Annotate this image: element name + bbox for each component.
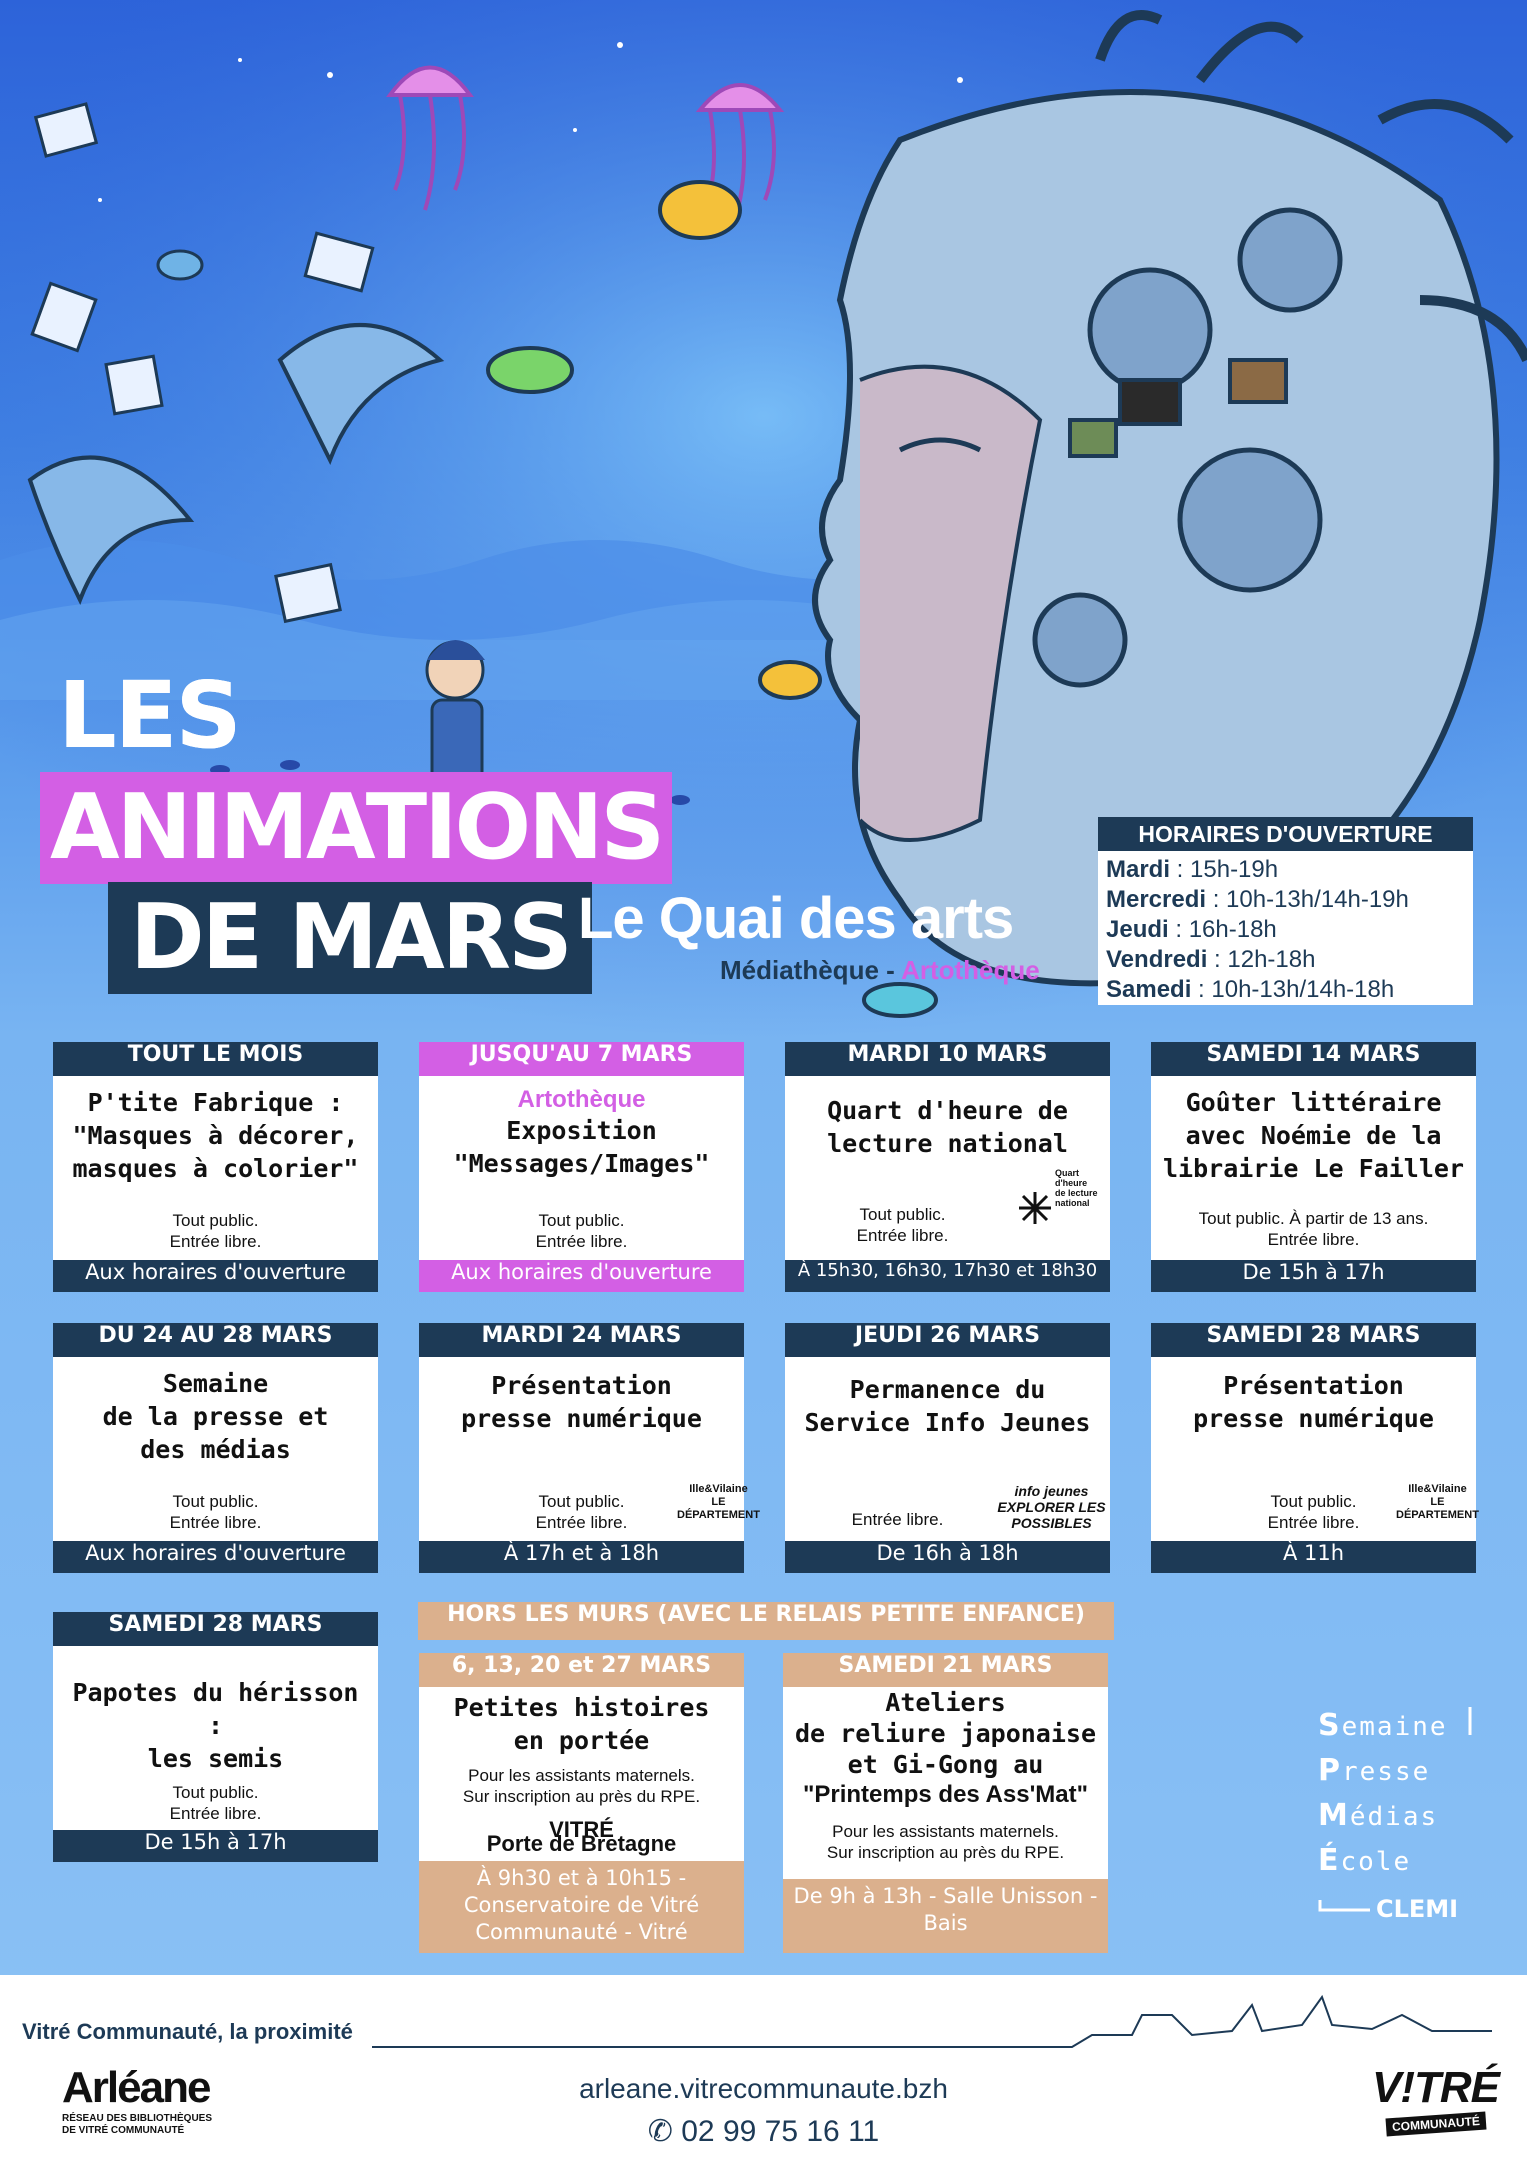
quart-dheure-logo: Quart d'heure de lecture national — [1055, 1168, 1098, 1208]
vitre-tag: COMMUNAUTÉ — [1385, 2112, 1486, 2137]
hours-time: : 12h-18h — [1207, 946, 1316, 973]
event-date: SAMEDI 28 MARS — [53, 1612, 378, 1646]
event-card-du-24-au-28-mars — [53, 1323, 378, 1573]
event-info: Tout public. Entrée libre. — [535, 1492, 628, 1532]
vitre-porte-de-bretagne-logo: VITRÉ Porte de Bretagne — [486, 1817, 677, 1856]
spme-initial: M — [1318, 1798, 1350, 1833]
event-title-continued: "Printemps des Ass'Mat" — [803, 1781, 1088, 1808]
event-title: Présentation presse numérique — [1193, 1371, 1434, 1433]
opening-hours — [1098, 817, 1473, 1005]
event-time: Aux horaires d'ouverture — [53, 1260, 378, 1292]
fish — [158, 251, 202, 279]
event-date: TOUT LE MOIS — [53, 1042, 378, 1076]
phone-number[interactable] — [0, 2114, 1527, 2149]
hours-time: : 10h-13h/14h-18h — [1191, 976, 1395, 1003]
footer-slogan: Vitré Communauté, la proximité — [22, 2019, 353, 2044]
subtitle-separator: - — [878, 955, 902, 985]
event-card-samedi-14-mars — [1151, 1042, 1476, 1292]
title-animations: ANIMATIONS — [40, 772, 672, 884]
event-title: P'tite Fabrique : "Masques à décorer, masques à colorier" — [72, 1088, 359, 1183]
website-link[interactable]: arleane.vitrecommunaute.bzh — [579, 2073, 948, 2104]
clemi-label: CLEMI — [1376, 1895, 1459, 1923]
hours-row — [1106, 855, 1465, 885]
spme-rest: emaine — [1341, 1712, 1448, 1742]
event-card-mardi-10-mars — [785, 1042, 1110, 1292]
spme-rest: resse — [1342, 1757, 1431, 1787]
event-date: JEUDI 26 MARS — [785, 1323, 1110, 1357]
hours-time: : 15h-19h — [1170, 856, 1279, 883]
event-card-jusquau-7-mars — [419, 1042, 744, 1292]
event-time: À 9h30 et à 10h15 - Conservatoire de Vitré Communauté - Vitré — [419, 1861, 744, 1953]
footer — [0, 1975, 1527, 2160]
ille-et-vilaine-logo: Ille&Vilaine LE DÉPARTEMENT — [1396, 1483, 1479, 1521]
event-time: À 11h — [1151, 1541, 1476, 1573]
event-info: Tout public. Entrée libre. — [535, 1211, 628, 1251]
event-date: JUSQU'AU 7 MARS — [419, 1042, 744, 1076]
arleane-tagline: RÉSEAU DES BIBLIOTHÈQUES DE VITRÉ COMMUNAUTÉ — [62, 2113, 213, 2136]
hours-day: Jeudi — [1106, 916, 1169, 943]
phone-icon: ✆ — [647, 2115, 673, 2148]
event-card-samedi-28-mars-herisson — [53, 1612, 378, 1862]
ille-et-vilaine-logo: Ille&Vilaine LE DÉPARTEMENT — [677, 1483, 760, 1521]
event-info: Tout public. Entrée libre. — [1267, 1492, 1360, 1532]
event-card-petites-histoires — [419, 1653, 744, 1953]
event-time: De 16h à 18h — [785, 1541, 1110, 1573]
opening-hours-list — [1098, 851, 1473, 1009]
event-title: Ateliers de reliure japonaise et Gi-Gong au — [794, 1688, 1097, 1779]
event-title: Quart d'heure de lecture national — [827, 1096, 1068, 1158]
hours-day: Mardi — [1106, 856, 1171, 883]
venue-name: Le Quai des arts — [578, 886, 1014, 951]
event-title: Goûter littéraire avec Noémie de la librairie Le Failler — [1162, 1088, 1465, 1183]
event-time: À 15h30, 16h30, 17h30 et 18h30 — [785, 1260, 1110, 1292]
event-card-ateliers-reliure — [783, 1653, 1108, 1953]
spme-frame — [1318, 1705, 1478, 1925]
event-time: De 9h à 13h - Salle Unisson - Bais — [783, 1879, 1108, 1953]
event-info: Tout public. À partir de 13 ans. Entrée libre. — [1198, 1209, 1429, 1249]
spme-initial: P — [1318, 1753, 1342, 1788]
event-date: SAMEDI 28 MARS — [1151, 1323, 1476, 1357]
event-title: Exposition "Messages/Images" — [453, 1116, 710, 1178]
event-date: SAMEDI 21 MARS — [783, 1653, 1108, 1687]
spme-rest: édias — [1349, 1802, 1439, 1832]
event-card-mardi-24-mars — [419, 1323, 760, 1573]
event-card-jeudi-26-mars — [785, 1323, 1110, 1573]
fish — [864, 984, 936, 1016]
spme-initial: S — [1318, 1708, 1342, 1743]
event-info: Tout public. Entrée libre. — [856, 1205, 949, 1245]
event-time: De 15h à 17h — [53, 1830, 378, 1862]
sunburst-icon — [1017, 1190, 1053, 1226]
hours-row — [1106, 885, 1465, 915]
subtitle-artotheque: Artothèque — [901, 955, 1040, 985]
event-time: De 15h à 17h — [1151, 1260, 1476, 1292]
subtitle-mediatheque: Médiathèque — [720, 955, 879, 985]
event-title: Semaine de la presse et des médias — [102, 1369, 329, 1464]
event-time: Aux horaires d'ouverture — [419, 1260, 744, 1292]
hours-row — [1106, 945, 1465, 975]
event-info: Pour les assistants maternels. Sur inscription au près du RPE. — [462, 1766, 701, 1806]
event-title: Permanence du Service Info Jeunes — [804, 1375, 1091, 1437]
title-les: LES — [58, 662, 240, 769]
event-date: SAMEDI 14 MARS — [1151, 1042, 1476, 1076]
spme-rest: cole — [1340, 1847, 1412, 1877]
event-tag: Artothèque — [517, 1086, 646, 1113]
hors-les-murs-heading: HORS LES MURS (AVEC LE RELAIS PETITE ENFANCE) — [418, 1602, 1114, 1640]
event-title: Petites histoires en portée — [453, 1693, 710, 1755]
hours-row — [1106, 975, 1465, 1005]
event-date: 6, 13, 20 et 27 MARS — [419, 1653, 744, 1687]
event-time: Aux horaires d'ouverture — [53, 1541, 378, 1573]
arleane-name: Arléane — [62, 2063, 210, 2112]
hours-day: Mercredi — [1106, 886, 1207, 913]
fish — [488, 348, 572, 392]
phone-text: 02 99 75 16 11 — [681, 2115, 880, 2148]
event-title: Papotes du hérisson : les semis — [72, 1678, 359, 1773]
event-time: À 17h et à 18h — [419, 1541, 744, 1573]
vitre-name: V!TRÉ — [1372, 2063, 1499, 2112]
spme-initial: É — [1318, 1843, 1341, 1878]
hours-day: Samedi — [1106, 976, 1192, 1003]
semaine-presse-logo — [1318, 1705, 1478, 1925]
event-info: Tout public. Entrée libre. — [169, 1492, 262, 1532]
event-date: DU 24 AU 28 MARS — [53, 1323, 378, 1357]
event-date: MARDI 24 MARS — [419, 1323, 744, 1357]
info-jeunes-logo: info jeunes EXPLORER LES POSSIBLES — [997, 1483, 1106, 1531]
event-title: Présentation presse numérique — [461, 1371, 702, 1433]
opening-hours-heading: HORAIRES D'OUVERTURE — [1098, 817, 1473, 851]
event-date: MARDI 10 MARS — [785, 1042, 1110, 1076]
event-card-samedi-28-mars-presse — [1151, 1323, 1479, 1573]
event-card-tout-le-mois — [53, 1042, 378, 1292]
skyline-line — [372, 1985, 1492, 2049]
hours-time: : 10h-13h/14h-19h — [1206, 886, 1409, 913]
venue-subtitle — [720, 955, 1040, 986]
title-de-mars: DE MARS — [108, 882, 592, 994]
hours-row — [1106, 915, 1465, 945]
event-info: Tout public. Entrée libre. — [169, 1211, 262, 1251]
event-info: Entrée libre. — [851, 1510, 944, 1529]
hours-day: Vendredi — [1106, 946, 1208, 973]
vitre-communaute-logo — [1372, 2063, 1499, 2133]
event-info: Pour les assistants maternels. Sur inscription au près du RPE. — [826, 1822, 1065, 1862]
hours-time: : 16h-18h — [1168, 916, 1277, 943]
fish — [660, 182, 740, 238]
fish — [760, 662, 820, 698]
event-info: Tout public. Entrée libre. — [169, 1783, 262, 1823]
